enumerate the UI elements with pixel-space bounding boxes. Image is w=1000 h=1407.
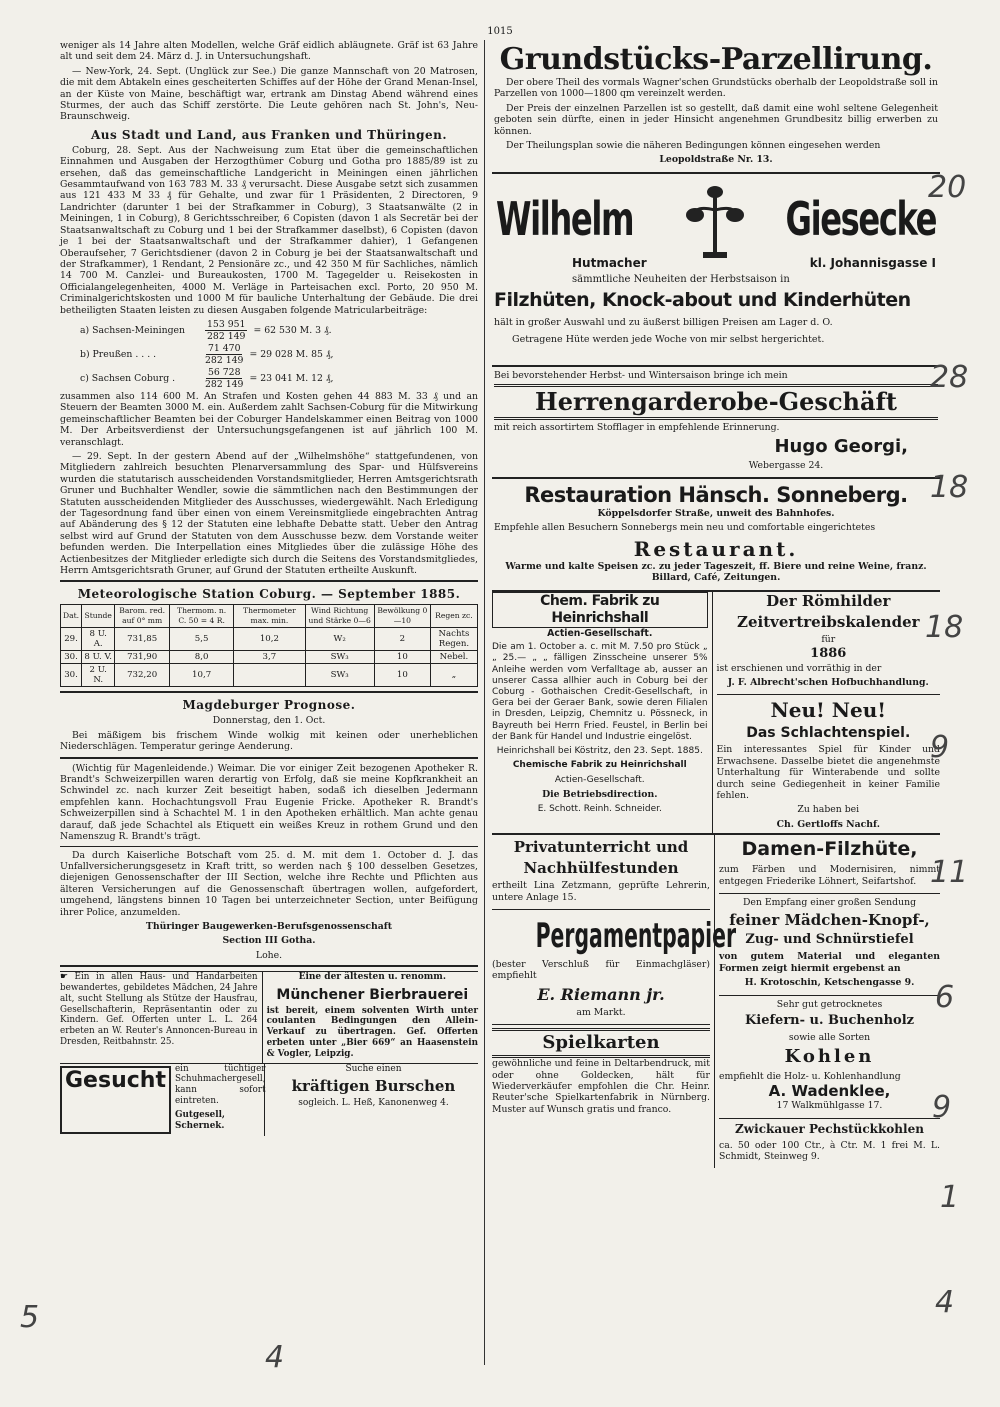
coburg-paragraph-1: Coburg, 28. Sept. Aus der Nachweisung zum Etat über die gemeinschaftlichen Einnahmen und Ausgaben der Herzogthümer Coburg und Gotha pro 1885/89 ist zu ersehen, daß das gemeinschaftliche Landgericht in Meiningen einen jährlichen Gesammtaufwand von 163 783 M. 33 ₰ verursacht. Diese Ausgabe setzt sich zusammen aus 121 433 M 33 ₰ für Gehalte, und zwar für 1 Präsidenten, 2 Directoren, 9 Landrichter (darunter 1 bei der Strafkammer in Coburg), 3 Staatsanwälte (2 in Meiningen, 1 in Coburg), 8 Gerichtsschreiber, 6 Copisten (davon 1 als Secretär bei der Staatsanwaltschaft zu Coburg und 1 bei der Strafkammer daselbst), 6 Copisten (davon je 1 bei der Staatsanwaltschaft und der Strafkammer dahier), 1 Gefangenen Oberaufseher, 7 Gerichtsdiener (davon 2 in Coburg je bei der Staatsanwaltschaft und der Strafkammer), 1 Rendant, 2 Pensionäre zc., und 42 350 M für Sachliches, nämlich 14 700 M. Canzlei- und Bureaukosten, 1700 M. Tagegelder u. Reisekosten in Officialangelegenheiten, 4000 M. Verläge in Parteisachen excl. Porto, 20 950 M. Criminalgerichtskosten und 1000 M für bauliche Unterhaltung der Gebäude. Die drei betheiligten Staaten leisten zu diesen Ausgaben folgende Matricularbeiträge: xyxy=(60,144,478,316)
prognose-text: Bei mäßigem bis frischem Winde wolkig mit keinen oder unerheblichen Niederschlägen. Temperatur geringe Aenderung. xyxy=(60,729,478,753)
ad-kalender: Der Römhilder Zeitvertreibskalender für 1886 ist erschienen und vorräthig in der J. F. Albrecht'schen Hofbuchhandlung. xyxy=(717,592,940,696)
column-divider xyxy=(484,40,485,1365)
right-ads-block-1 xyxy=(492,592,940,835)
prognose-date: Donnerstag, den 1. Oct. xyxy=(212,715,326,727)
fraction-row-c: c) Sachsen Coburg . $\frac{56 728}{282 149}$ = 23 041 M. 12 ₰, xyxy=(80,366,334,390)
right-ads-block-2 xyxy=(492,835,940,1168)
ad-giesecke: Wilhelm Giesecke Hutmacher kl. Johannisgasse I sämmtliche Neuheiten der Herbstsaison in Filzhüten, Knock-about und Kinderhüten hält in großer Auswahl und zu äußerst billigen Preisen am Lager d. O. Getragene Hüte werden jede Woche von mir selbst hergerichtet. xyxy=(492,174,940,367)
newspaper-page xyxy=(60,26,940,1365)
intro-paragraph: weniger als 14 Jahre alten Modellen, welche Gräf eidlich abläugnete. Gräf ist 63 Jahre alt und seit dem 24. März d. J. in Untersuchungshaft. xyxy=(60,40,478,63)
table-row: 30. 2 U. N. 732,20 10,7 SW₃ 10 „ xyxy=(61,664,478,687)
handwritten-note: 4 xyxy=(935,1285,955,1320)
magen-text: (Wichtig für Magenleidende.) Weimar. Die vor einiger Zeit bezogenen Apotheker R. Brandt's Schweizerpillen waren derartig von Erfolg, daß sie meine Kopfkrankheit an Schwindel zc. nach kurzer Zeit beseitigt haben, sodaß ich dieselben Jedermann empfehlen kann. Hochachtungsvoll Frau Eugenie Fricke. Apotheker R. Brandt's Schweizerpillen sind à Schachtel M. 1 in den Apotheken erhältlich. Man achte genau darauf, daß jede Schachtel als Etiquett ein weißes Kreuz in rothem Grund und den Namenszug R. Brandt's trägt. xyxy=(60,762,478,843)
table-row: 30. 8 U. V. 731,90 8,0 3,7 SW₃ 10 Nebel. xyxy=(61,651,478,664)
right-subcolumn-right xyxy=(715,835,940,1168)
handwritten-note: 1 xyxy=(940,1180,960,1215)
handwritten-note: 5 xyxy=(20,1300,40,1335)
ad-burschen: Suche einen kräftigen Burschen sogleich. L. Heß, Kanonenweg 4. xyxy=(291,1063,456,1108)
ad-wadenklee: Sehr gut getrocknetes Kiefern- u. Buchenholz sowie alle Sorten Kohlen empfiehlt die Holz- u. Kohlenhandlung A. Wadenklee, 17 Walkmühlgasse 17. xyxy=(719,996,940,1119)
ad-heinrichshall: Chem. Fabrik zu Heinrichshall Actien-Gesellschaft. Die am 1. October a. c. mit M. 7.50 pro Stück „ „ 25.— „ „ fälligen Zinsscheine unserer 5% Anleihe werden vom Verfalltage ab, ausser an unserer Cassa allhier auch in Coburg bei der Coburg - Gothaischen Credit-Gesellschaft, in Gera bei der Geraer Bank, sowie deren Filialen in Dresden, Leipzig, Chemnitz u. Pössneck, in Bayreuth bei Herrn Fried. Feustel, in Berlin bei der Bank für Handel und Industrie eingelöst. Heinrichshall bei Köstritz, den 23. Sept. 1885. Chemische Fabrik zu Heinrichshall Actien-Gesellschaft. Die Betriebsdirection. E. Schott. Reinh. Schneider. xyxy=(492,592,713,833)
unfall-text: Da durch Kaiserliche Botschaft vom 25. d. M. mit dem 1. October d. J. das Unfallversicherungsgesetz in Kraft tritt, so werden nach § 100 desselben Gesetzes, diejenigen Genossenschafter der III Section, welche ihre Rechte und Pflichten aus älteren Versicherungen auf die Genossenschaft übertragen wollen, aufgefordert, umgehend, längstens binnen 10 Tagen bei unterzeichneter Section, unter Beifügung ihrer Police, anzumelden. xyxy=(60,849,478,918)
handwritten-note: 20 xyxy=(928,170,967,205)
hat-stand-icon xyxy=(685,180,745,260)
ad-pergament: Pergamentpapier (bester Verschluß für Einmachgläser) empfiehlt E. Riemann jr. am Markt. xyxy=(492,910,710,1025)
ad-haensch: Restauration Hänsch. Sonneberg. Köppelsdorfer Straße, unweit des Bahnhofes. Empfehle allen Besuchern Sonnebergs mein neu und comfortable eingerichtetes Restaurant. Warme und kalte Speisen zc. zu jeder Tageszeit, ff. Biere und reine Weine, franz. Billard, Café, Zeitungen. xyxy=(492,479,940,592)
newyork-paragraph: — New-York, 24. Sept. (Unglück zur See.) Die ganze Mannschaft von 20 Matrosen, die mit dem Abtakeln eines gescheiterten Schiffes auf der Höhe der Grand Menan-Insel, an der Küste von Maine, beschäftigt war, ertrank am Dinstag Abend während eines Sturmes, der auch das Schiff zerstörte. Die Leute gehören nach St. John's, Neu-Braunschweig. xyxy=(60,65,478,123)
handwritten-note: 9 xyxy=(932,1090,952,1125)
handwritten-note: 4 xyxy=(265,1340,285,1375)
met-title: Meteorologische Station Coburg. — September 1885. xyxy=(77,587,461,602)
page-number: 1015 xyxy=(487,26,513,37)
unfall-sign-2: Section III Gotha. xyxy=(222,935,316,947)
small-ads-row-1 xyxy=(60,971,478,1062)
divider xyxy=(60,846,478,847)
ad-schlachtenspiel: Neu! Neu! Das Schlachtenspiel. Ein interessantes Spiel für Kinder und Erwachsene. Dasselbe bietet die angenehmste Unterhaltung für Winterabende und sollte durch seine Gediegenheit in keiner Familie fehlen. Zu haben bei Ch. Gertloffs Nachf. xyxy=(716,698,940,830)
ad-muenchen: Eine der ältesten u. renomm. Münchener Bierbrauerei ist bereit, einem solventen Wirth unter coulanten Bedingungen den Allein-Verkauf zu übertragen. Gef. Offerten erbeten unter „Bier 669“ an Haasenstein & Vogler, Leipzig. xyxy=(266,972,478,1059)
divider xyxy=(60,691,478,693)
right-subcolumn-left xyxy=(492,835,737,1168)
handwritten-note: 6 xyxy=(935,980,955,1015)
ad-spielkarten: Spielkarten gewöhnliche und feine in Deltarbendruck, mit oder ohne Goldecken, hält für Wiederverkäufer empfohlen die Chr. Heinr. Reuter'sche Spielkartenfabrik in Nürnberg. Muster auf Wunsch gratis und franco. xyxy=(492,1025,710,1121)
coburg-paragraph-2: zusammen also 114 600 M. An Strafen und Kosten gehen 44 883 M. 33 ₰ und an Steuern der Beamten 3000 M. ein. Außerdem zahlt Sachsen-Coburg für die Mitwirkung gemeinschaftlicher Beamten bei der Coburger Handelskammer einen Beitrag von 1000 M. Der Arbeitsverdienst der Untersuchungsgefangenen ist auf jährlich 100 M. veranschlagt. xyxy=(60,390,478,448)
ad-parzellirung: Grundstücks-Parzellirung. Der obere Theil des vormals Wagner'schen Grundstücks oberhalb der Leopoldstraße soll in Parzellen von 1000—1800 qm vereinzelt werden. Der Preis der einzelnen Parzellen ist so gestellt, daß damit eine wohl seltene Gelegenheit geboten sein dürfte, einen in jeder Hinsicht angenehmen Grundbesitz billig erwerben zu können. Der Theilungsplan sowie die näheren Bedingungen können eingesehen werden Leopoldstraße Nr. 13. xyxy=(492,40,940,174)
ad-krotoschin: Den Empfang einer großen Sendung feiner Mädchen-Knopf-, Zug- und Schnürstiefel von gutem Material und eleganten Formen zeigt hiermit ergebenst an H. Krotoschin, Ketschengasse 9. xyxy=(719,894,940,996)
ad-gesucht: Gesucht ein tüchtiger Schuhmachergesell, kann sofort eintreten. Gutgesell, Schernek. xyxy=(60,1064,265,1136)
left-column xyxy=(60,40,478,1136)
coburg-paragraph-3: — 29. Sept. In der gestern Abend auf der „Wilhelmshöhe“ stattgefundenen, von Mitgliedern zahlreich besuchten Plenarversammlung des Spar- und Hülfsvereins wurden die statutarisch ausscheidenden Vorstandsmitglieder, Herren Amtsgerichtsrath Gruner und Buchhalter Wendler, sowie die sämmtlichen nach den Bestimmungen der Statuten ausscheidenden Mitglieder des Ausschusses, wiedergewählt. Nach Erledigung der Tagesordnung fand über einen von einem Vereinsmitgliede eingebrachten Antrag auf Abänderung des § 12 der Statuten eine lebhafte Debatte statt. Ueber den Antrag selbst wird auf Grund der Statuten von dem Ausschusse bezw. dem Vorstande weiter befunden werden. Die Interpellation eines Mitgliedes über die zulässige Höhe des Actienbesitzes der Mitglieder erledigte sich durch die Seitens des Vorstandsmitgliedes, Herrn Amtsgerichtsrath Gruner, auf Grund der Statuten ertheilte Auskunft. xyxy=(60,450,478,577)
weather-table: Dat. Stunde Barom. red. auf 0° mm Thermom. n. C. 50 = 4 R. Thermometer max. min. Wind Richtung und Stärke 0—6 Bewölkung 0—10 Regen zc. 29. 8 U. A. 731,85 5,5 10,2 W₂ 2 Nachts Regen. 30. 8 U. V. 731,90 8,0 3,7 SW₃ 10 Nebel. 30. 2 U. N. 732,20 10,7 SW₃ 10 „ xyxy=(60,604,478,687)
small-ads-row-2 xyxy=(60,1063,478,1136)
divider xyxy=(60,757,478,759)
right-column xyxy=(492,40,940,1168)
unfall-sign-1: Thüringer Baugewerken-Berufsgenossenschaft xyxy=(145,920,393,932)
fraction-row-a: a) Sachsen-Meiningen $\frac{153 951}{282 149}$ = 62 530 M. 3 ₰. xyxy=(80,318,332,342)
ad-georgi: Bei bevorstehender Herbst- und Wintersaison bringe ich mein Herrengarderobe-Geschäft mit reich assortirtem Stofflager in empfehlende Erinnerung. Hugo Georgi, Webergasse 24. xyxy=(492,367,940,479)
divider xyxy=(60,580,478,582)
handwritten-note: 18 xyxy=(930,470,969,505)
handwritten-note: 28 xyxy=(930,360,969,395)
section-title: Aus Stadt und Land, aus Franken und Thüringen. xyxy=(90,127,448,142)
ad-stuetze: ☛ Ein in allen Haus- und Handarbeiten bewandertes, gebildetes Mädchen, 24 Jahre alt, sucht Stellung als Stütze der Hausfrau, Gesellschafterin, Repräsentantin oder zu Kindern. Gef. Offerten unter L. L. 264 erbeten an W. Reuter's Annoncen-Bureau in Dresden, Reitbahnstr. 25. xyxy=(60,972,263,1062)
unfall-sign-3: Lohe. xyxy=(255,949,283,961)
fraction-row-b: b) Preußen . . . . $\frac{71 470}{282 149}$ = 29 028 M. 85 ₰, xyxy=(80,342,334,366)
table-row: 29. 8 U. A. 731,85 5,5 10,2 W₂ 2 Nachts Regen. xyxy=(61,628,478,651)
ad-privatunterricht: Privatunterricht und Nachhülfestunden ertheilt Lina Zetzmann, geprüfte Lehrerin, untere Anlage 15. xyxy=(492,835,710,910)
handwritten-note: 9 xyxy=(930,730,950,765)
right-subcolumn xyxy=(713,592,940,833)
prognose-title: Magdeburger Prognose. xyxy=(182,698,356,713)
handwritten-note: 18 xyxy=(925,610,964,645)
ad-damenfilzhuete: Damen-Filzhüte, zum Färben und Modernisiren, nimmt entgegen Friederike Löhnert, Seifartshof. xyxy=(719,835,940,894)
divider xyxy=(60,965,478,967)
handwritten-note: 11 xyxy=(930,855,969,890)
ad-zwickauer: Zwickauer Pechstückkohlen ca. 50 oder 100 Ctr., à Ctr. M. 1 frei M. L. Schmidt, Steinweg 9. xyxy=(719,1121,940,1163)
